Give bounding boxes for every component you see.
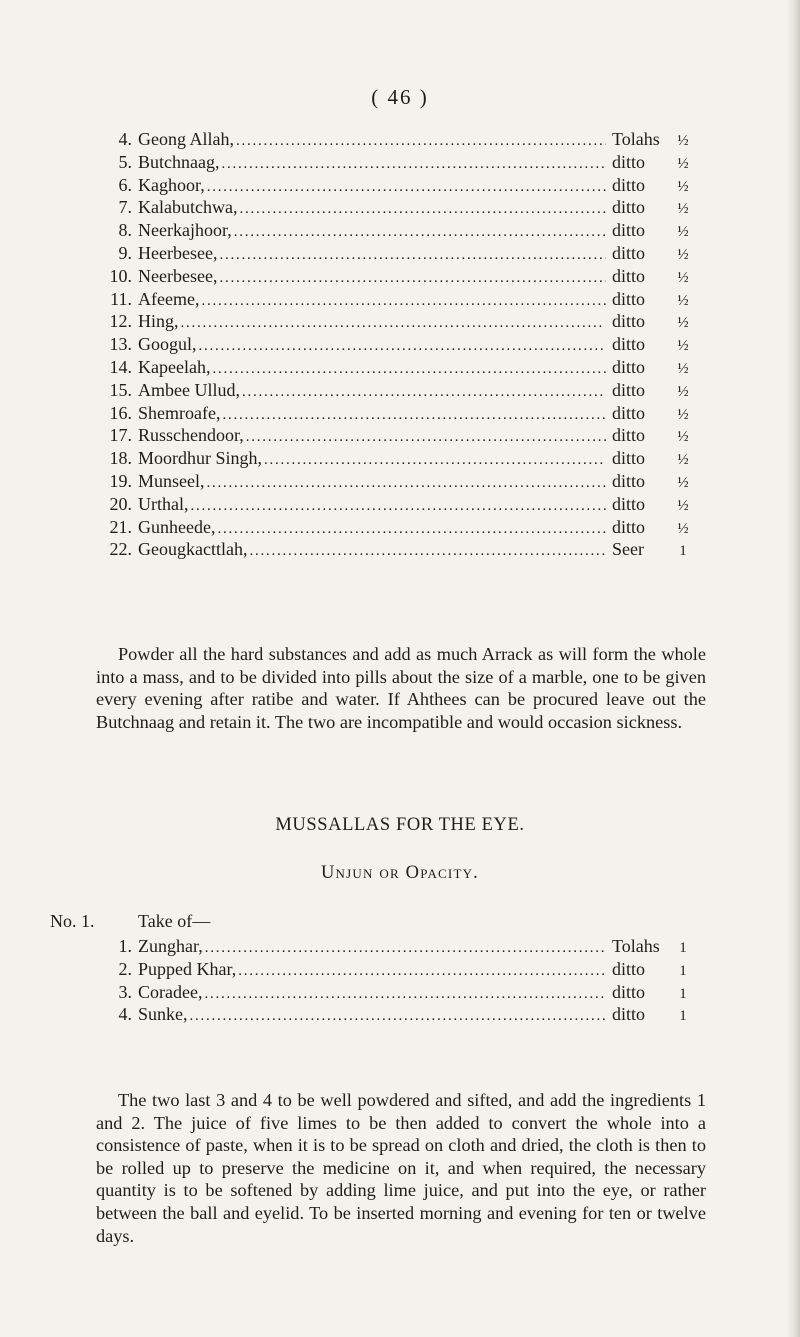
ingredient-name: Heerbesee, — [138, 242, 218, 263]
dot-leader — [238, 963, 606, 980]
ingredient-row — [96, 289, 696, 312]
ingredient-name: Butchnaag, — [138, 151, 220, 172]
ingredient-number: 9. — [118, 242, 132, 263]
ingredient-row — [96, 936, 696, 959]
ingredient-number: 8. — [118, 220, 132, 241]
ingredient-unit: Tolahs — [612, 936, 660, 956]
dot-leader — [219, 247, 606, 264]
ingredient-name: Shemroafe, — [138, 402, 221, 423]
ingredient-quantity: 1 — [679, 1008, 687, 1025]
ingredient-row — [96, 175, 696, 198]
subsection-heading: Unjun or Opacity. — [320, 863, 480, 883]
ingredient-quantity: ½ — [677, 269, 689, 286]
ingredient-row — [96, 197, 696, 220]
ingredient-unit: ditto — [612, 174, 646, 195]
ingredient-quantity: ½ — [677, 474, 689, 491]
ingredient-unit: ditto — [612, 1004, 646, 1025]
ingredient-number: 3. — [118, 981, 132, 1002]
ingredient-row — [96, 266, 696, 289]
ingredient-row — [96, 311, 696, 334]
ingredient-name: Russchendoor, — [138, 425, 244, 446]
ingredient-unit: ditto — [612, 265, 646, 286]
ingredient-row — [96, 494, 696, 517]
dot-leader — [190, 1008, 607, 1025]
dot-leader — [236, 133, 606, 150]
ingredient-row — [96, 982, 696, 1005]
dot-leader — [222, 407, 606, 424]
dot-leader — [201, 293, 606, 310]
ingredient-quantity: ½ — [677, 406, 689, 423]
ingredient-row — [96, 425, 696, 448]
ingredient-name: Geong Allah, — [138, 129, 234, 149]
ingredient-unit: ditto — [612, 516, 646, 537]
ingredient-quantity: ½ — [677, 429, 689, 446]
ingredient-row — [96, 220, 696, 243]
ingredient-quantity: 1 — [679, 962, 687, 979]
ingredient-unit: Tolahs — [612, 129, 660, 149]
dot-leader — [212, 361, 606, 378]
ingredient-number: 20. — [109, 493, 132, 514]
page-edge-shadow — [786, 0, 800, 1337]
ingredient-unit: ditto — [612, 288, 646, 309]
ingredient-number: 11. — [110, 288, 132, 309]
ingredient-number: 5. — [118, 151, 132, 172]
ingredient-name: Ambee Ullud, — [138, 379, 240, 400]
ingredient-number: 16. — [109, 402, 132, 423]
ingredient-name: Coradee, — [138, 981, 203, 1002]
dot-leader — [205, 940, 606, 957]
ingredient-unit: ditto — [612, 402, 646, 423]
ingredient-quantity: ½ — [677, 452, 689, 469]
dot-leader — [221, 156, 606, 173]
ingredient-row — [96, 243, 696, 266]
ingredient-quantity: ½ — [677, 360, 689, 377]
ingredient-unit: ditto — [612, 356, 646, 377]
ingredient-name: Neerbesee, — [138, 265, 218, 286]
dot-leader — [234, 224, 606, 241]
ingredient-unit: ditto — [612, 958, 646, 979]
ingredient-quantity: 1 — [679, 543, 687, 560]
ingredient-quantity: ½ — [677, 520, 689, 537]
ingredient-name: Googul, — [138, 334, 197, 355]
ingredient-number: 4. — [118, 1004, 132, 1025]
ingredient-quantity: ½ — [677, 315, 689, 332]
ingredient-quantity: ½ — [677, 133, 689, 149]
dot-leader — [207, 475, 607, 492]
ingredient-quantity: 1 — [679, 940, 687, 956]
ingredient-unit: ditto — [612, 311, 646, 332]
dot-leader — [264, 452, 606, 469]
ingredient-number: 10. — [109, 265, 132, 286]
dot-leader — [219, 270, 606, 287]
ingredient-row — [96, 129, 696, 152]
ingredient-number: 19. — [109, 470, 132, 491]
ingredient-name: Hing, — [138, 311, 179, 332]
take-label: Take of— — [138, 911, 211, 931]
ingredient-quantity: ½ — [677, 338, 689, 355]
ingredient-unit: ditto — [612, 242, 646, 263]
recipe-number: No. 1. — [50, 911, 95, 931]
ingredient-name: Afeeme, — [138, 288, 200, 309]
ingredient-unit: ditto — [612, 334, 646, 355]
page-number: ( 46 ) — [371, 85, 429, 109]
ingredient-name: Neerkajhoor, — [138, 220, 232, 241]
ingredient-number: 2. — [118, 958, 132, 979]
ingredient-name: Kaghoor, — [138, 174, 205, 195]
ingredient-unit: ditto — [612, 151, 646, 172]
ingredient-number: 21. — [109, 516, 132, 537]
ingredient-list-1 — [96, 129, 696, 562]
ingredient-unit: ditto — [612, 220, 646, 241]
ingredient-name: Kapeelah, — [138, 356, 211, 377]
ingredient-name: Moordhur Singh, — [138, 448, 263, 469]
dot-leader — [246, 429, 606, 446]
ingredient-unit: ditto — [612, 493, 646, 514]
ingredient-name: Pupped Khar, — [138, 958, 237, 979]
dot-leader — [217, 521, 606, 538]
dot-leader — [249, 543, 606, 560]
ingredient-name: Zunghar, — [138, 936, 203, 956]
dot-leader — [207, 179, 606, 196]
ingredient-quantity: 1 — [679, 985, 687, 1002]
ingredient-row — [96, 471, 696, 494]
dot-leader — [239, 201, 606, 218]
ingredient-row — [96, 517, 696, 540]
ingredient-name: Gunheede, — [138, 516, 216, 537]
ingredient-number: 12. — [109, 311, 132, 332]
ingredient-number: 7. — [118, 197, 132, 218]
ingredient-number: 1. — [118, 936, 132, 956]
ingredient-row — [96, 959, 696, 982]
ingredient-row — [96, 152, 696, 175]
ingredient-name: Kalabutchwa, — [138, 197, 238, 218]
ingredient-row — [96, 380, 696, 403]
ingredient-quantity: ½ — [677, 383, 689, 400]
ingredient-name: Urthal, — [138, 493, 189, 514]
dot-leader — [199, 338, 607, 355]
ingredient-quantity: ½ — [677, 292, 689, 309]
ingredient-unit: Seer — [612, 539, 644, 560]
ingredient-name: Sunke, — [138, 1004, 188, 1025]
dot-leader — [204, 986, 606, 1003]
ingredient-row — [96, 403, 696, 426]
ingredient-quantity: ½ — [677, 497, 689, 514]
dot-leader — [190, 498, 606, 515]
ingredient-quantity: ½ — [677, 246, 689, 263]
instructions-paragraph-2: The two last 3 and 4 to be well powdered and sifted, and add the ingredients 1 and 2. The juice of five limes to be then added to convert the whole into a consistence of paste, when it is to be spread on cloth and dried, the cloth is then to be rolled up to preserve the medicine on it, and when required, the necessary quantity is to be softened by adding lime juice, and put into the eye, or rather between the ball and eyelid. To be inserted morning and evening for ten or twelve days. — [96, 1090, 706, 1246]
dot-leader — [242, 384, 606, 401]
ingredient-number: 18. — [109, 448, 132, 469]
ingredient-row — [96, 448, 696, 471]
section-heading: MUSSALLAS FOR THE EYE. — [275, 815, 525, 835]
ingredient-name: Munseel, — [138, 470, 205, 491]
ingredient-number: 4. — [118, 129, 132, 149]
ingredient-row — [96, 334, 696, 357]
ingredient-number: 15. — [109, 379, 132, 400]
ingredient-unit: ditto — [612, 448, 646, 469]
ingredient-quantity: ½ — [677, 224, 689, 241]
ingredient-unit: ditto — [612, 379, 646, 400]
ingredient-number: 6. — [118, 174, 132, 195]
ingredient-unit: ditto — [612, 425, 646, 446]
ingredient-list-2 — [96, 936, 696, 1027]
ingredient-row — [96, 1004, 696, 1027]
dot-leader — [181, 315, 607, 332]
ingredient-name: Geougkacttlah, — [138, 539, 248, 560]
ingredient-unit: ditto — [612, 981, 646, 1002]
ingredient-quantity: ½ — [677, 178, 689, 195]
ingredient-quantity: ½ — [677, 201, 689, 218]
recipe-intro — [50, 911, 210, 932]
ingredient-number: 22. — [109, 539, 132, 560]
ingredient-number: 17. — [109, 425, 132, 446]
ingredient-unit: ditto — [612, 197, 646, 218]
ingredient-unit: ditto — [612, 470, 646, 491]
ingredient-quantity: ½ — [677, 155, 689, 172]
ingredient-row — [96, 357, 696, 380]
ingredient-number: 13. — [109, 334, 132, 355]
ingredient-row — [96, 539, 696, 562]
instructions-paragraph-1: Powder all the hard substances and add as much Arrack as will form the whole into a mass, and to be divided into pills about the size of a marble, one to be given every evening after ratibe and water. If Ahthees can be procured leave out the Butchnaag and retain it. The two are incompatible and would occasion sickness. — [96, 644, 706, 732]
ingredient-number: 14. — [109, 356, 132, 377]
